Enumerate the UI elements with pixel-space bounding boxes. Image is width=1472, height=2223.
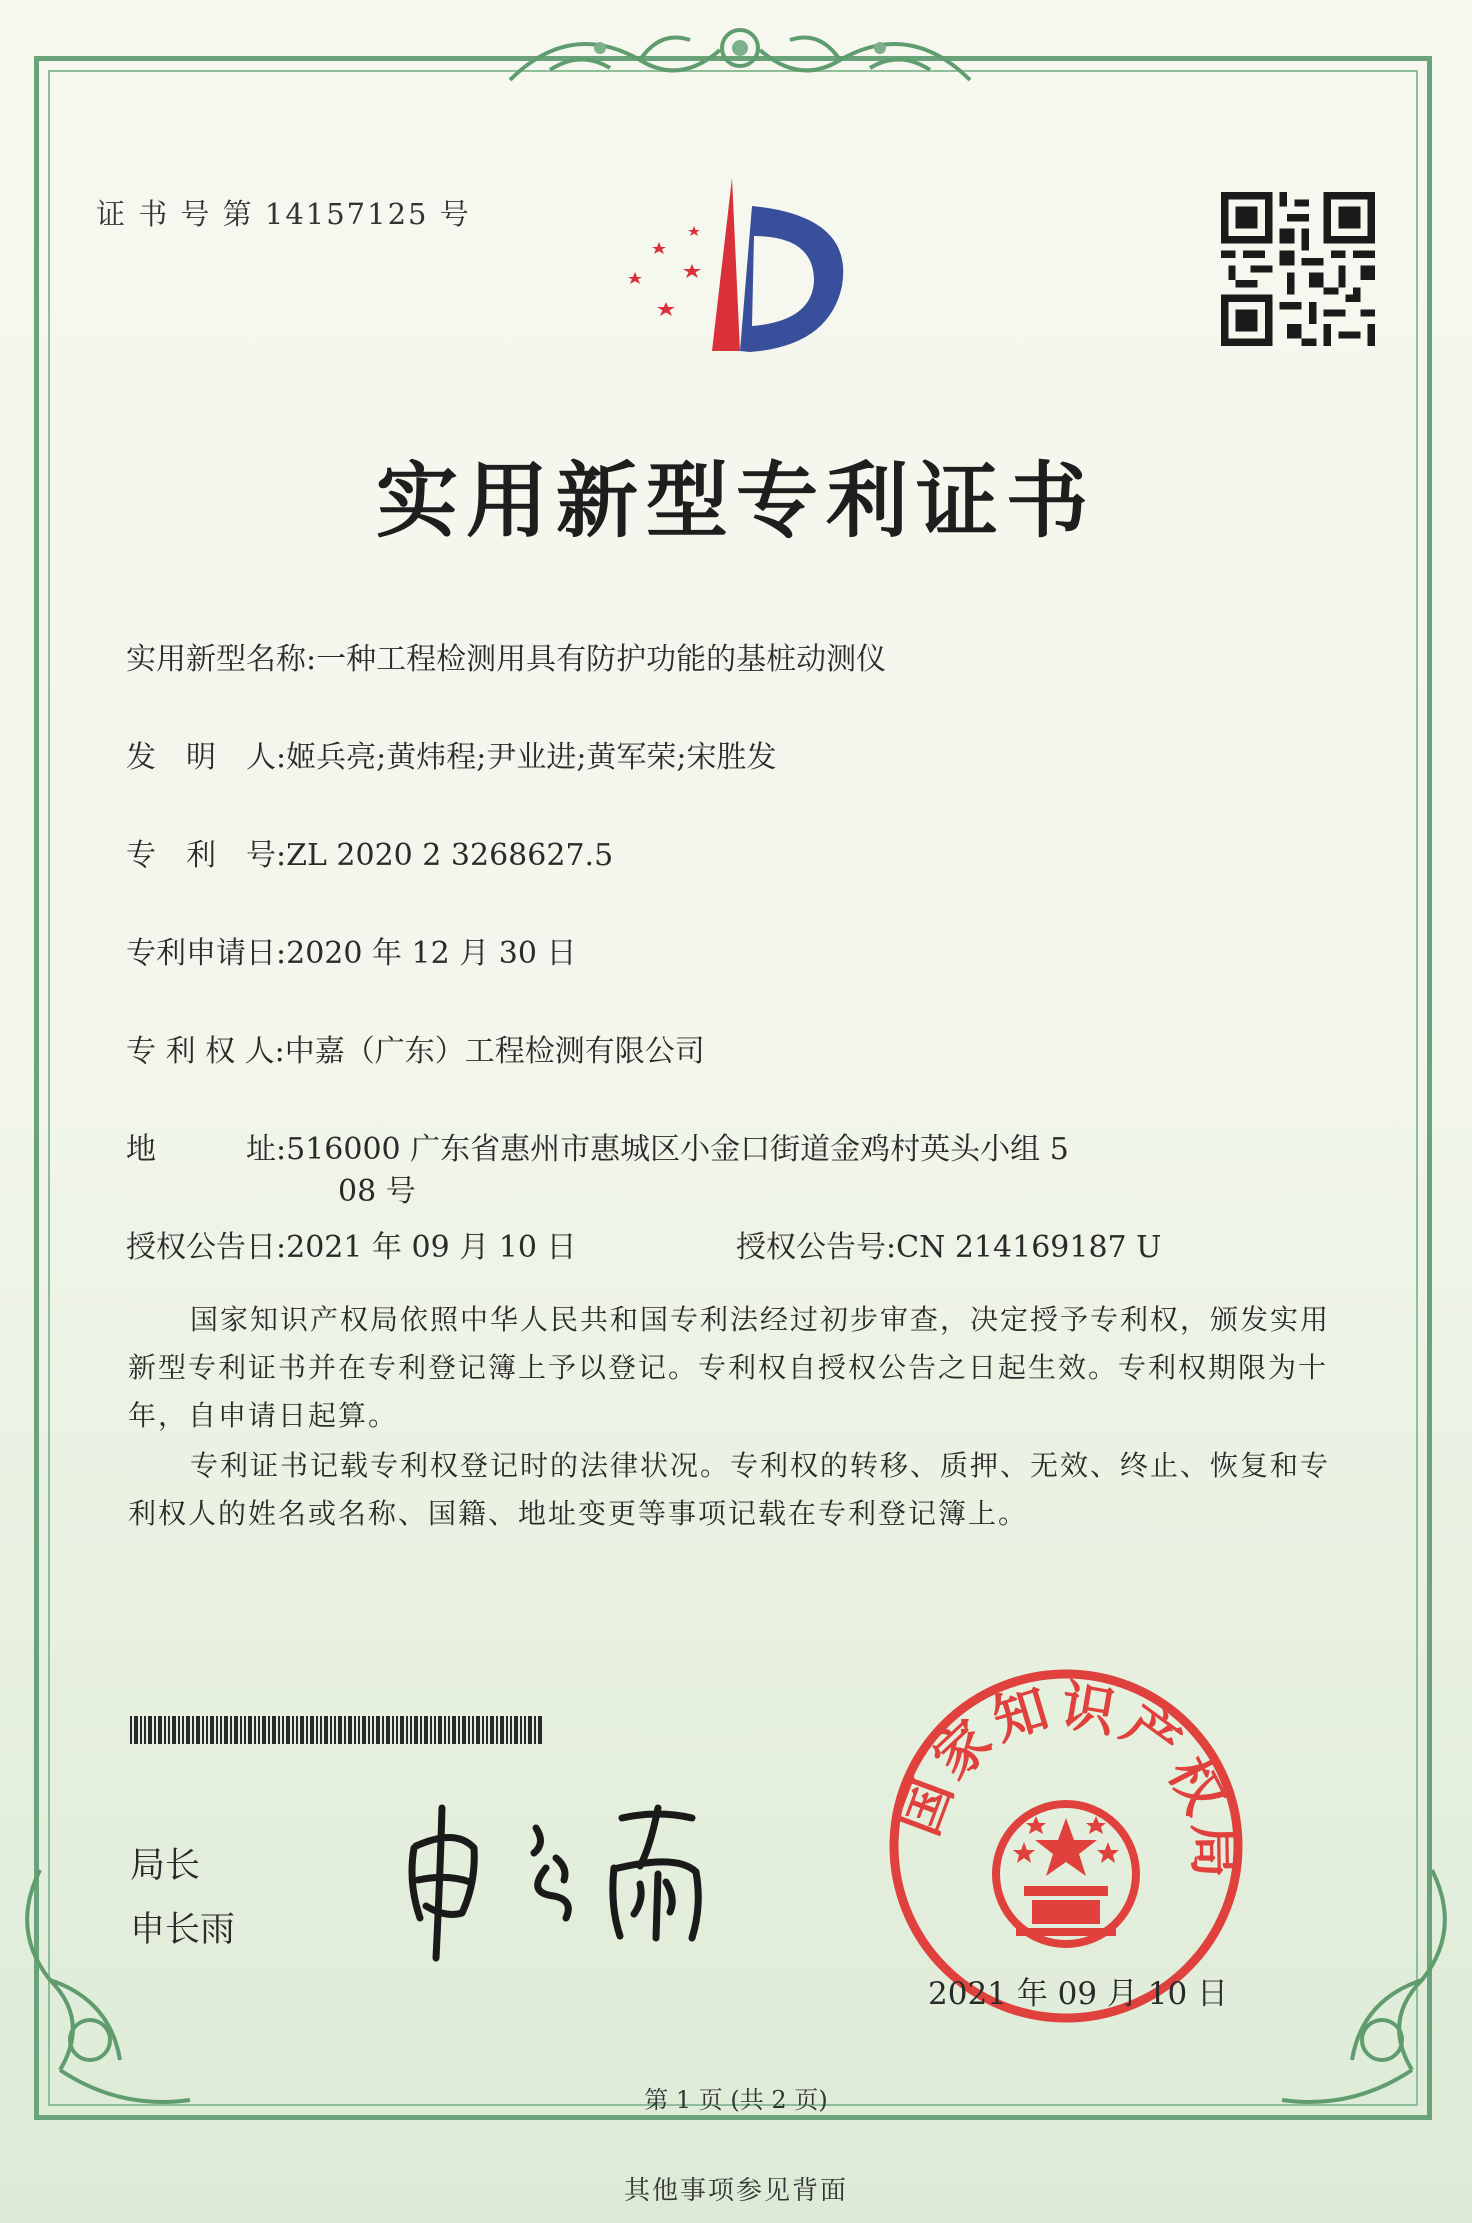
field-label: 实用新型名称:: [126, 642, 317, 677]
top-ornament-icon: [490, 10, 990, 100]
field-value: 一种工程检测用具有防护功能的基桩动测仪: [316, 642, 887, 677]
director-title: 局长: [130, 1846, 201, 1886]
qr-code-icon: [1218, 192, 1378, 346]
handwritten-signature: [396, 1788, 746, 1968]
svg-text:国家知识产权局: 国家知识产权局: [885, 1672, 1248, 1885]
field-value: 2020 年 12 月 30 日: [286, 936, 577, 971]
field-label: 地 址:: [126, 1132, 287, 1167]
field-grant-announcement-number: [736, 1222, 1161, 1266]
field-address-line2: 08 号: [338, 1174, 416, 1209]
field-patent-number: [126, 830, 613, 874]
field-value: CN 214169187 U: [896, 1230, 1162, 1265]
field-value: ZL 2020 2 3268627.5: [286, 838, 614, 873]
field-utility-model-name: [126, 634, 886, 678]
field-label: 授权公告号:: [736, 1230, 897, 1265]
field-patentee: [126, 1026, 705, 1070]
page-indicator: 第 1 页 (共 2 页): [644, 2086, 828, 2114]
field-label: 授权公告日:: [126, 1230, 287, 1265]
field-value: 2021 年 09 月 10 日: [286, 1230, 577, 1265]
field-value: 姬兵亮;黄炜程;尹业进;黄军荣;宋胜发: [286, 740, 777, 775]
body-paragraph-1: 国家知识产权局依照中华人民共和国专利法经过初步审查，决定授予专利权，颁发实用新型专利证书并在专利登记簿上予以登记。专利权自授权公告之日起生效。专利权期限为十年，自申请日起算。: [128, 1303, 1331, 1432]
field-label: 专利申请日:: [126, 936, 287, 971]
field-application-date: [126, 928, 577, 972]
certificate-title: 实用新型专利证书: [375, 453, 1096, 549]
director-name: 申长雨: [130, 1910, 236, 1950]
certificate-number: 证 书 号 第 14157125 号: [96, 197, 471, 231]
field-label: 发 明 人:: [126, 740, 287, 775]
field-label: 专 利 号:: [126, 838, 287, 873]
seal-date: 2021 年 09 月 10 日: [928, 1976, 1229, 2012]
barcode-icon: [130, 1716, 542, 1744]
patent-office-logo-icon: [604, 176, 874, 366]
field-address: [126, 1124, 1069, 1168]
footer-note: 其他事项参见背面: [623, 2176, 848, 2206]
field-inventors: [126, 732, 777, 776]
field-label: 专 利 权 人:: [126, 1034, 285, 1069]
field-grant-announcement-date: [126, 1222, 577, 1266]
field-value: 中嘉（广东）工程检测有限公司: [284, 1034, 705, 1069]
field-value: 516000 广东省惠州市惠城区小金口街道金鸡村英头小组 5: [286, 1132, 1069, 1167]
body-paragraph-2: 专利证书记载专利权登记时的法律状况。专利权的转移、质押、无效、终止、恢复和专利权人的姓名或名称、国籍、地址变更等事项记载在专利登记簿上。: [128, 1449, 1331, 1530]
